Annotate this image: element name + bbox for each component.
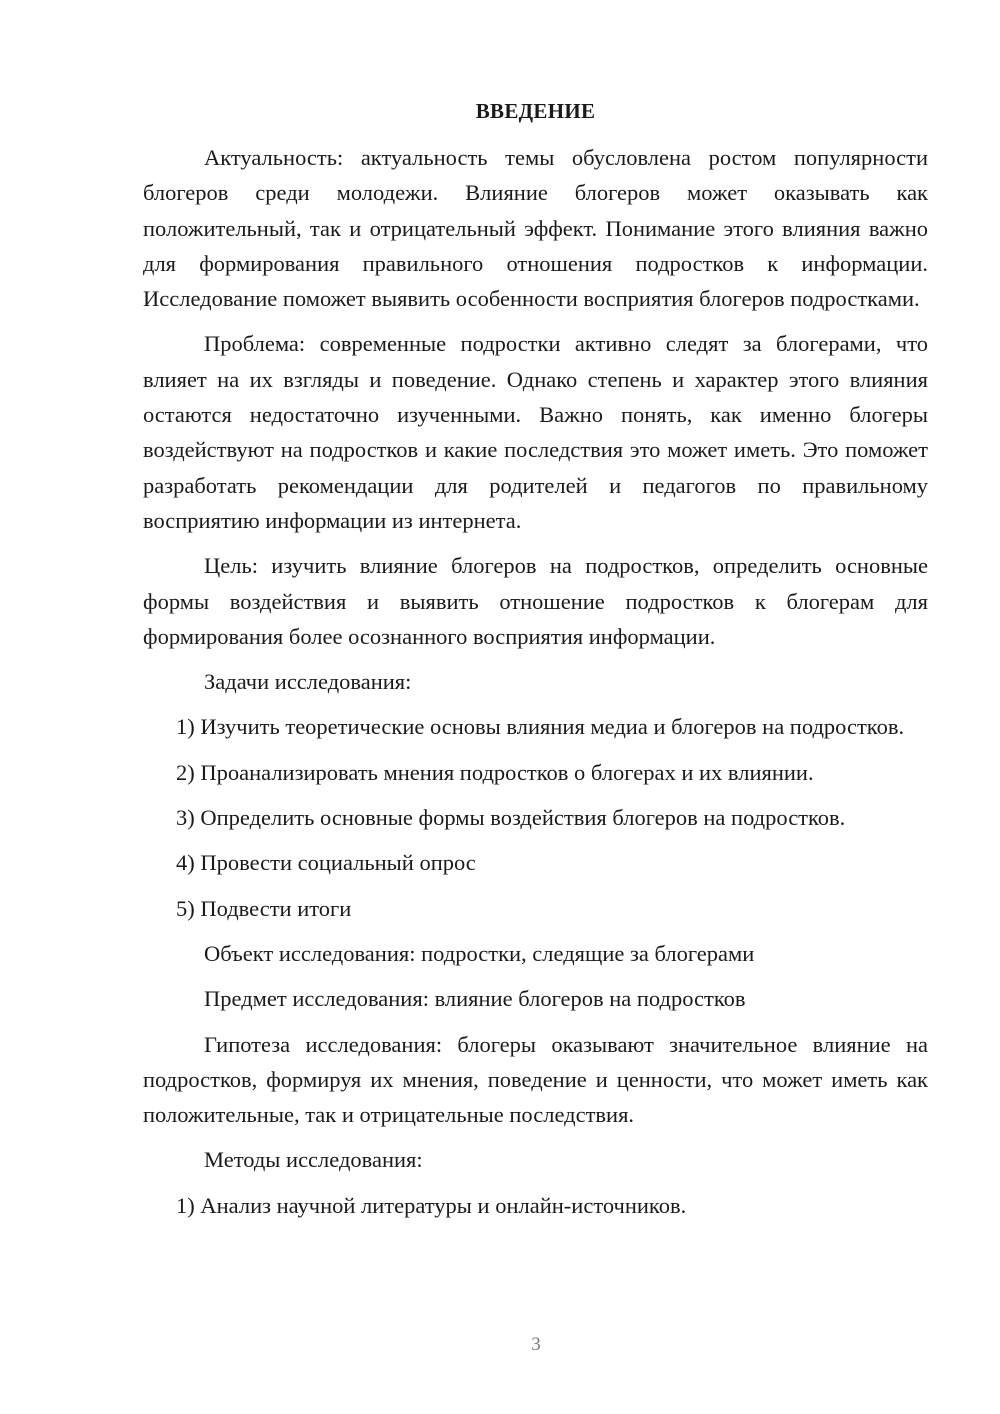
goal-paragraph: Цель: изучить влияние блогеров на подростков, определить основные формы воздействия и выявить отношение подростков к блогерам для формирования более осознанного восприятия информации. [143,553,928,649]
section-heading: ВВЕДЕНИЕ [475,99,596,123]
hypothesis-paragraph: Гипотеза исследования: блогеры оказывают значительное влияние на подростков, формируя их мнения, поведение и ценности, что может иметь как положительные, так и отрицательные последствия. [143,1031,928,1128]
object-paragraph: Объект исследования: подростки, следящие за блогерами [204,940,755,966]
problem-paragraph: Проблема: современные подростки активно следят за блогерами, что влияет на их взгляды и поведение. Однако степень и характер этого влияния остаются недостаточно изученными. Важно понять, как именно блогеры воздействуют на подростков и какие последствия это может иметь. Это поможет разработать рекомендации для родителей и педагогов по правильному восприятию информации из интернета. [143,331,928,533]
task-item-4: 4) Провести социальный опрос [176,850,476,876]
tasks-title: Задачи исследования: [204,669,412,695]
page-content [143,96,928,1223]
subject-paragraph: Предмет исследования: влияние блогеров на подростков [204,986,746,1012]
task-item-2: 2) Проанализировать мнения подростков о блогерах и их влиянии. [176,759,814,785]
method-item-1: 1) Анализ научной литературы и онлайн-источников. [176,1192,687,1218]
task-item-5: 5) Подвести итоги [176,895,352,921]
task-item-3: 3) Определить основные формы воздействия блогеров на подростков. [176,805,846,831]
page-number: 3 [531,1334,541,1355]
relevance-paragraph: Актуальность: актуальность темы обусловлена ростом популярности блогеров среди молодежи. Влияние блогеров может оказывать как положительный, так и отрицательный эффект. Понимание этого влияния важно для формирования правильного отношения подростков к информации. Исследование поможет выявить особенности восприятия блогеров подростками. [143,145,928,312]
methods-title: Методы исследования: [204,1147,423,1173]
task-item-1: 1) Изучить теоретические основы влияния медиа и блогеров на подростков. [176,714,905,740]
